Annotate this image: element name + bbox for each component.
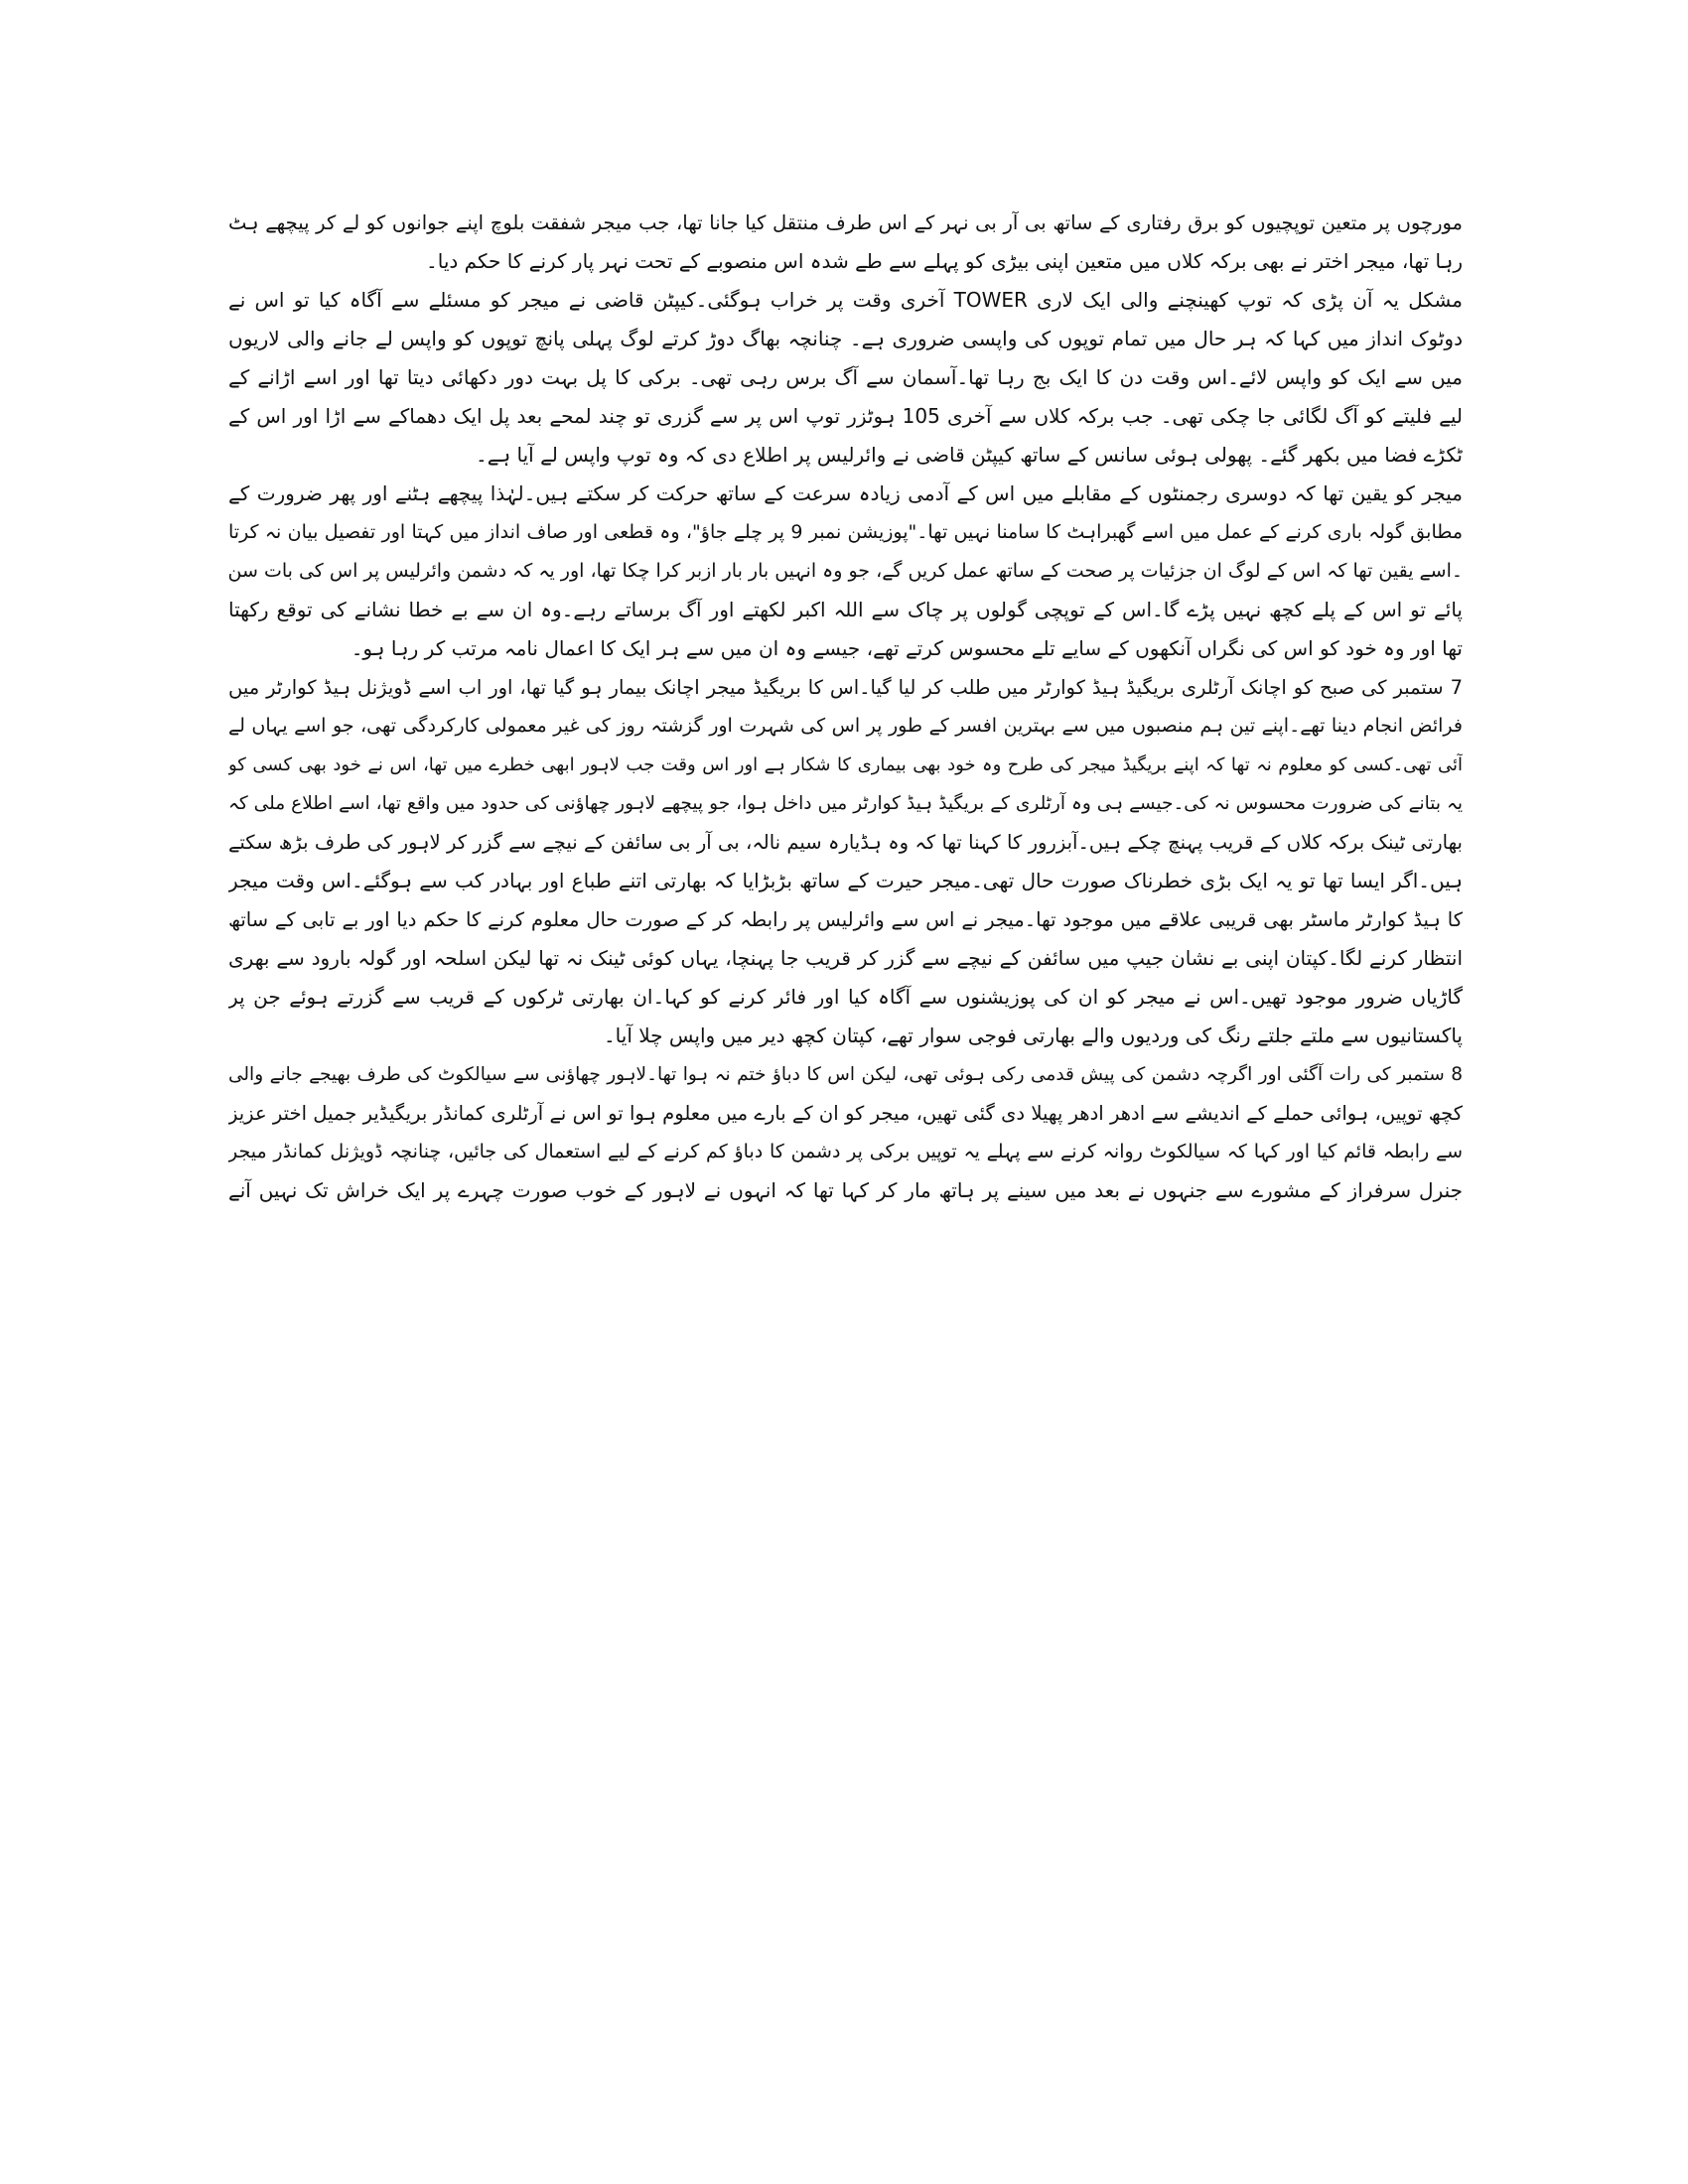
text-line: مشکل یہ آن پڑی کہ توپ کھینچنے والی ایک لاری TOWER آخری وقت پر خراب ہوگئی۔کیپٹن قاضی نے میجر کو مسئلے سے آگاہ کیا تو اس نے (228, 288, 1463, 312)
text-line: لیے فلیتے کو آگ لگائی جا چکی تھی۔ جب برکہ کلاں سے آخری 105 ہوٹزر توپ اس پر سے گزری تو چند لمحے بعد پل ایک دھماکے سے اڑا اور اس کے (228, 404, 1463, 428)
text-line: میں سے ایک کو واپس لائے۔اس وقت دن کا ایک بج رہا تھا۔آسمان سے آگ برس رہی تھی۔ برکی کا پل بہت دور دکھائی دیتا تھا اور اسے اڑانے کے (228, 365, 1463, 389)
text-line: پائے تو اس کے پلے کچھ نہیں پڑے گا۔اس کے توپچی گولوں پر چاک سے اللہ اکبر لکھتے اور آگ برساتے رہے۔وہ ان سے بے خطا نشانے کی توقع رکھتا (228, 598, 1463, 621)
text-line: انتظار کرنے لگا۔کپتان اپنی بے نشان جیپ میں سائفن کے نیچے سے گزر کر قریب جا پہنچا، یہاں کوئی ٹینک نہ تھا لیکن اسلحہ اور گولہ بارود سے بھری (228, 946, 1463, 970)
text-line: ہیں۔اگر ایسا تھا تو یہ ایک بڑی خطرناک صورت حال تھی۔میجر حیرت کے ساتھ بڑبڑایا کہ بھارتی اتنے طباع اور بہادر کب سے ہوگئے۔اس وقت میجر (228, 869, 1463, 892)
text-line: 7 ستمبر کی صبح کو اچانک آرٹلری بریگیڈ ہیڈ کوارٹر میں طلب کر لیا گیا۔اس کا بریگیڈ میجر اچانک بیمار ہو گیا تھا، اور اب اسے ڈویژنل ہیڈ کوارٹر میں (228, 676, 1463, 699)
text-line: پاکستانیوں سے ملتے جلتے رنگ کی وردیوں والے بھارتی فوجی سوار تھے، کپتان کچھ دیر میں واپس چلا آیا۔ (603, 1024, 1463, 1047)
text-line: مورچوں پر متعین توپچیوں کو برق رفتاری کے ساتھ بی آر بی نہر کے اس طرف منتقل کیا جانا تھا، جب میجر شفقت بلوچ اپنے جوانوں کو لے کر پیچھے ہٹ (228, 211, 1463, 234)
text-line: گاڑیاں ضرور موجود تھیں۔اس نے میجر کو ان کی پوزیشنوں سے آگاہ کیا اور فائر کرنے کو کہا۔ان بھارتی ٹرکوں کے قریب سے گزرتے ہوئے جن پر (228, 985, 1463, 1009)
text-line: بھارتی ٹینک برکہ کلاں کے قریب پہنچ چکے ہیں۔آبزرور کا کہنا تھا کہ وہ ہڈیارہ سیم نالہ، بی آر بی سائفن کے نیچے سے گزر کر لاہور کی طرف بڑھ سکتے (228, 831, 1463, 854)
text-line: کا ہیڈ کوارٹر ماسٹر بھی قریبی علاقے میں موجود تھا۔میجر نے اس سے وائرلیس پر رابطہ کر کے صورت حال معلوم کرنے کا حکم دیا اور بے تابی کے ساتھ (228, 908, 1463, 931)
text-line: یہ بتانے کی ضرورت محسوس نہ کی۔جیسے ہی وہ آرٹلری کے بریگیڈ ہیڈ کوارٹر میں داخل ہوا، جو پیچھے لاہور چھاؤنی کی حدود میں واقع تھا، اسے اطلاع ملی کہ (228, 793, 1463, 814)
text-line: میجر کو یقین تھا کہ دوسری رجمنٹوں کے مقابلے میں اس کے آدمی زیادہ سرعت کے ساتھ حرکت کر سکتے ہیں۔لہٰذا پیچھے ہٹنے اور پھر ضرورت کے (228, 481, 1463, 505)
text-line: ٹکڑے فضا میں بکھر گئے۔ پھولی ہوئی سانس کے ساتھ کیپٹن قاضی نے وائرلیس پر اطلاع دی کہ وہ توپ واپس لے آیا ہے۔ (476, 443, 1463, 467)
text-line: 8 ستمبر کی رات آگئی اور اگرچہ دشمن کی پیش قدمی رکی ہوئی تھی، لیکن اس کا دباؤ ختم نہ ہوا تھا۔لاہور چھاؤنی سے سیالکوٹ کی طرف بھیجے جانے والی (228, 1064, 1463, 1085)
text-line: سے رابطہ قائم کیا اور کہا کہ سیالکوٹ روانہ کرنے سے پہلے یہ توپیں برکی پر دشمن کا دباؤ کم کرنے کے لیے استعمال کی جائیں، چنانچہ ڈویژنل کمانڈر میجر (228, 1141, 1463, 1162)
text-line: فرائض انجام دینا تھے۔اپنے تین ہم منصبوں میں سے بہترین افسر کے طور پر اس کی شہرت اور گزشتہ روز کی غیر معمولی کارکردگی تھی، جو اسے یہاں لے (228, 715, 1463, 737)
body-text (228, 204, 1463, 1210)
text-line: جنرل سرفراز کے مشورے سے جنہوں نے بعد میں سینے پر ہاتھ مار کر کہا تھا کہ انہوں نے لاہور کے خوب صورت چہرے پر ایک خراش تک نہیں آنے (228, 1178, 1463, 1202)
text-line: ۔اسے یقین تھا کہ اس کے لوگ ان جزئیات پر صحت کے ساتھ عمل کریں گے، جو وہ انہیں بار بار ازبر کرا چکا تھا، اور یہ کہ دشمن وائرلیس پر اس کی بات سن (228, 560, 1463, 582)
text-line: آئی تھی۔کسی کو معلوم نہ تھا کہ اپنے بریگیڈ میجر کی طرح وہ خود بھی بیماری کا شکار ہے اور اس وقت جب لاہور ابھی خطرے میں تھا، اس نے خود بھی کسی کو (228, 754, 1463, 775)
text-line: دوٹوک انداز میں کہا کہ ہر حال میں تمام توپوں کی واپسی ضروری ہے۔ چنانچہ بھاگ دوڑ کرتے لوگ پہلی پانچ توپوں کو واپس لے جانے والی لاریوں (228, 327, 1463, 350)
text-line: تھا اور وہ خود کو اس کی نگراں آنکھوں کے سایے تلے محسوس کرتے تھے، جیسے وہ ان میں سے ہر ایک کا اعمال نامہ مرتب کر رہا ہو۔ (351, 636, 1463, 660)
text-line: کچھ توپیں، ہوائی حملے کے اندیشے سے ادھر ادھر پھیلا دی گئی تھیں، میجر کو ان کے بارے میں معلوم ہوا تو اس نے آرٹلری کمانڈر بریگیڈیر جمیل اختر عزیز (228, 1102, 1463, 1125)
text-line: مطابق گولہ باری کرنے کے عمل میں اسے گھبراہٹ کا سامنا نہیں تھا۔"پوزیشن نمبر 9 پر چلے جاؤ"، وہ قطعی اور صاف انداز میں کہتا اور تفصیل بیان نہ کرتا (228, 521, 1463, 543)
text-line: رہا تھا، میجر اختر نے بھی برکہ کلاں میں متعین اپنی بیڑی کو پہلے سے طے شدہ اس منصوبے کے تحت نہر پار کرنے کا حکم دیا۔ (426, 249, 1463, 273)
